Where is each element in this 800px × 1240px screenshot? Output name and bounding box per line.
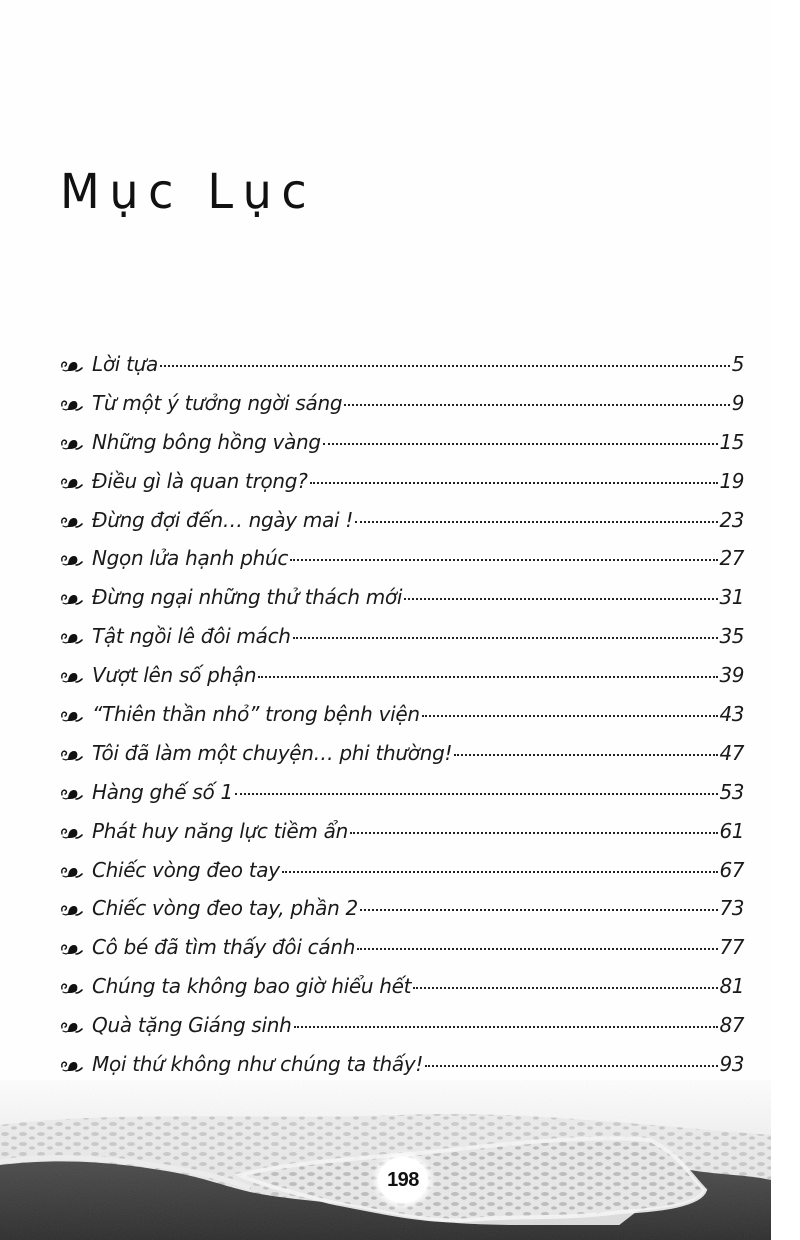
toc-entry-title: Chúng ta không bao giờ hiểu hết xyxy=(92,974,412,999)
fleuron-leaf-icon xyxy=(60,514,86,530)
toc-entry-title: Lời tựa xyxy=(92,352,158,376)
dot-leader xyxy=(294,1026,718,1028)
toc-entry-title: Những bông hồng vàng xyxy=(92,429,321,454)
toc-entry[interactable] xyxy=(60,894,744,933)
fleuron-leaf-icon xyxy=(60,902,86,918)
toc-entry-title: Tật ngồi lê đôi mách xyxy=(92,624,291,649)
toc-entry[interactable] xyxy=(60,1011,744,1050)
toc-entry-title: Đừng ngại những thử thách mới xyxy=(92,585,403,610)
fleuron-leaf-icon xyxy=(60,980,86,996)
toc-entry[interactable] xyxy=(60,389,744,428)
dot-leader xyxy=(282,871,718,873)
dot-leader xyxy=(235,793,718,795)
toc-entry-page: 9 xyxy=(731,390,744,415)
toc-entry-title: Mọi thứ không như chúng ta thấy! xyxy=(92,1052,424,1077)
toc-entry-page: 77 xyxy=(719,935,744,960)
fleuron-leaf-icon xyxy=(60,1058,86,1074)
fleuron-leaf-icon xyxy=(60,864,86,880)
toc-entry-page: 27 xyxy=(719,546,744,571)
toc-entry-page: 73 xyxy=(719,896,744,921)
fleuron-leaf-icon xyxy=(60,747,86,763)
table-of-contents xyxy=(60,350,744,1089)
toc-entry-page: 35 xyxy=(719,624,744,649)
toc-entry[interactable] xyxy=(60,700,744,739)
beach-photo xyxy=(0,1080,771,1240)
toc-entry-page: 39 xyxy=(719,663,744,688)
dot-leader xyxy=(425,1065,717,1067)
toc-entry-page: 87 xyxy=(719,1013,744,1038)
toc-entry-title: Chiếc vòng đeo tay, phần 2 xyxy=(92,896,358,921)
dot-leader xyxy=(404,598,717,600)
fleuron-leaf-icon xyxy=(60,708,86,724)
dot-leader xyxy=(454,754,717,756)
dot-leader xyxy=(258,676,717,678)
toc-entry-page: 43 xyxy=(719,702,744,727)
toc-entry-page: 47 xyxy=(719,740,744,765)
toc-entry[interactable] xyxy=(60,856,744,895)
dot-leader xyxy=(310,482,718,484)
toc-entry-page: 5 xyxy=(731,352,744,376)
toc-entry[interactable] xyxy=(60,506,744,545)
fleuron-leaf-icon xyxy=(60,630,86,646)
toc-entry[interactable] xyxy=(60,583,744,622)
toc-entry-page: 53 xyxy=(719,779,744,804)
toc-entry-page: 31 xyxy=(719,585,744,610)
fleuron-leaf-icon xyxy=(60,552,86,568)
dot-leader xyxy=(290,559,717,561)
toc-entry-page: 81 xyxy=(719,974,744,999)
toc-entry[interactable] xyxy=(60,350,744,389)
toc-entry-title: Ngọn lửa hạnh phúc xyxy=(92,546,289,571)
fleuron-leaf-icon xyxy=(60,1019,86,1035)
toc-entry[interactable] xyxy=(60,428,744,467)
toc-entry[interactable] xyxy=(60,661,744,700)
toc-entry[interactable] xyxy=(60,739,744,778)
toc-entry[interactable] xyxy=(60,467,744,506)
toc-entry-title: Từ một ý tưởng ngời sáng xyxy=(92,390,343,415)
toc-entry[interactable] xyxy=(60,933,744,972)
toc-entry-title: Chiếc vòng đeo tay xyxy=(92,857,280,882)
toc-entry-title: Hàng ghế số 1 xyxy=(92,779,233,804)
toc-entry-page: 67 xyxy=(719,857,744,882)
toc-entry-title: Đừng đợi đến… ngày mai ! xyxy=(92,507,354,532)
fleuron-leaf-icon xyxy=(60,358,86,374)
fleuron-leaf-icon xyxy=(60,591,86,607)
toc-entry-title: Điều gì là quan trọng? xyxy=(92,468,308,493)
toc-entry-page: 23 xyxy=(719,507,744,532)
toc-entry[interactable] xyxy=(60,972,744,1011)
toc-entry[interactable] xyxy=(60,778,744,817)
toc-entry-title: Vượt lên số phận xyxy=(92,663,257,688)
toc-entry-title: “Thiên thần nhỏ” trong bệnh viện xyxy=(92,702,420,727)
fleuron-leaf-icon xyxy=(60,786,86,802)
toc-entry[interactable] xyxy=(60,817,744,856)
dot-leader xyxy=(422,715,718,717)
toc-entry[interactable] xyxy=(60,544,744,583)
dot-leader xyxy=(160,365,730,367)
dot-leader xyxy=(344,404,730,406)
fleuron-leaf-icon xyxy=(60,397,86,413)
fleuron-leaf-icon xyxy=(60,941,86,957)
toc-entry-page: 93 xyxy=(719,1052,744,1077)
fleuron-leaf-icon xyxy=(60,825,86,841)
toc-entry-title: Phát huy năng lực tiềm ẩn xyxy=(92,818,348,843)
page-number: 198 xyxy=(378,1157,428,1203)
toc-entry[interactable] xyxy=(60,622,744,661)
fleuron-leaf-icon xyxy=(60,436,86,452)
dot-leader xyxy=(357,948,717,950)
dot-leader xyxy=(323,443,718,445)
page-title: Mục Lục xyxy=(60,164,317,220)
dot-leader xyxy=(293,637,718,639)
dot-leader xyxy=(360,909,718,911)
toc-entry-title: Cô bé đã tìm thấy đôi cánh xyxy=(92,935,356,960)
dot-leader xyxy=(413,987,717,989)
toc-entry-page: 61 xyxy=(719,818,744,843)
dot-leader xyxy=(355,521,717,523)
toc-entry-title: Tôi đã làm một chuyện… phi thường! xyxy=(92,740,453,765)
toc-entry-page: 19 xyxy=(719,468,744,493)
fleuron-leaf-icon xyxy=(60,669,86,685)
toc-entry-page: 15 xyxy=(719,429,744,454)
toc-entry-title: Quà tặng Giáng sinh xyxy=(92,1013,292,1038)
dot-leader xyxy=(350,832,718,834)
fleuron-leaf-icon xyxy=(60,475,86,491)
